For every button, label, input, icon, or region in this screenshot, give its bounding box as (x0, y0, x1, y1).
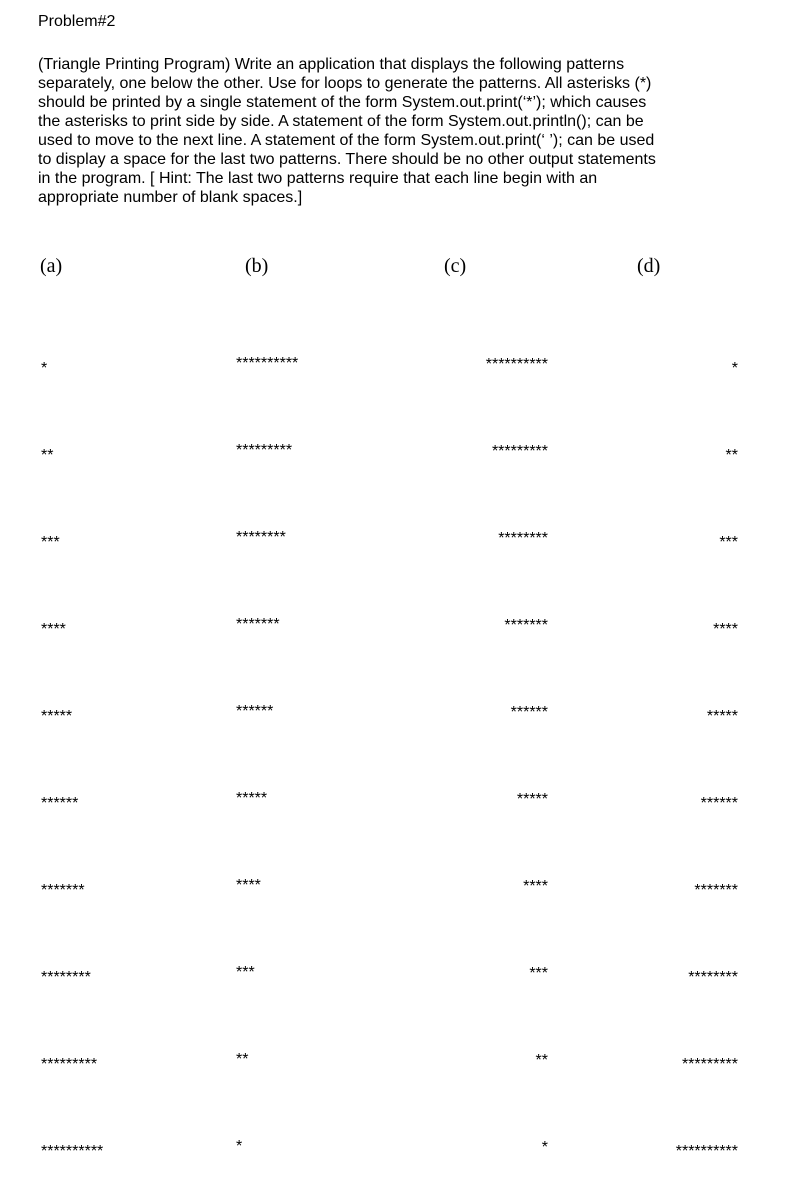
pattern-row: ***** (236, 790, 268, 807)
pattern-c (447, 292, 548, 1191)
pattern-label-c: (c) (444, 255, 467, 277)
description-line: the asterisks to print side by side. A statement of the form System.out.println(); can be (38, 113, 644, 130)
pattern-row: ***** (706, 708, 738, 725)
description-line: (Triangle Printing Program) Write an application that displays the following patterns (38, 56, 625, 73)
description-line: in the program. [ Hint: The last two patterns require that each line begin with an (38, 170, 598, 187)
pattern-row: ******* (41, 882, 85, 899)
pattern-row: ******** (236, 529, 286, 546)
pattern-row: * (236, 1138, 243, 1155)
pattern-label-d: (d) (637, 255, 661, 277)
problem-description (38, 55, 778, 207)
pattern-row: ****** (510, 704, 548, 721)
pattern-row: ********* (236, 442, 293, 459)
pattern-row: * (41, 360, 48, 377)
pattern-row: ******** (41, 969, 91, 986)
pattern-row: ** (236, 1051, 249, 1068)
pattern-row: ********** (41, 1143, 104, 1160)
problem-heading: Problem#2 (38, 13, 116, 30)
pattern-row: *** (41, 534, 60, 551)
pattern-row: *** (236, 964, 255, 981)
pattern-row: ********** (485, 356, 548, 373)
pattern-row: **** (523, 878, 548, 895)
pattern-row: ******** (688, 969, 738, 986)
description-line: should be printed by a single statement of the form System.out.print(‘*’); which causes (38, 94, 647, 111)
pattern-row: ******* (504, 617, 548, 634)
pattern-label-b: (b) (245, 255, 269, 277)
pattern-row: *** (529, 965, 548, 982)
pattern-row: ******* (694, 882, 738, 899)
pattern-row: **** (41, 621, 66, 638)
pattern-row: ** (725, 447, 738, 464)
pattern-row: **** (236, 877, 261, 894)
pattern-row: ********* (681, 1056, 738, 1073)
pattern-row: ** (41, 447, 54, 464)
pattern-b (236, 291, 298, 1190)
pattern-row: ********* (491, 443, 548, 460)
pattern-a (41, 296, 103, 1195)
pattern-row: * (731, 360, 738, 377)
pattern-label-a: (a) (40, 255, 63, 277)
pattern-row: ****** (236, 703, 274, 720)
pattern-row: ********** (236, 355, 299, 372)
pattern-row: ****** (41, 795, 79, 812)
pattern-row: ********* (41, 1056, 98, 1073)
pattern-row: ** (535, 1052, 548, 1069)
pattern-row: ***** (41, 708, 73, 725)
description-line: used to move to the next line. A statement of the form System.out.print(‘ ’); can be used (38, 132, 655, 149)
pattern-row: ******** (498, 530, 548, 547)
pattern-row: ********** (675, 1143, 738, 1160)
pattern-row: ******* (236, 616, 280, 633)
pattern-row: ***** (516, 791, 548, 808)
pattern-d (636, 296, 738, 1195)
description-line: to display a space for the last two patterns. There should be no other output statements (38, 151, 656, 168)
pattern-row: *** (719, 534, 738, 551)
pattern-row: * (541, 1139, 548, 1156)
pattern-row: ****** (700, 795, 738, 812)
description-line: appropriate number of blank spaces.] (38, 189, 303, 206)
description-line: separately, one below the other. Use for loops to generate the patterns. All asterisks (*) (38, 75, 652, 92)
pattern-row: **** (713, 621, 738, 638)
